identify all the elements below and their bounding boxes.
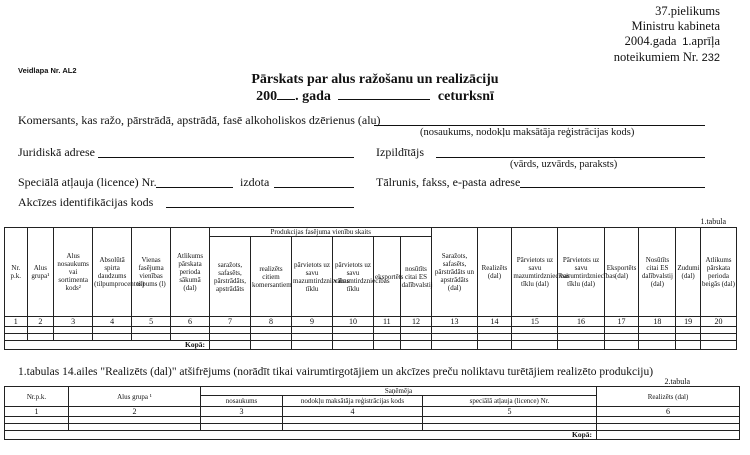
report-title: Pārskats par alus ražošanu un realizāciju	[251, 72, 499, 87]
table-row[interactable]	[5, 334, 737, 341]
license-label: Speciālā atļauja (licence) Nr.	[18, 175, 157, 189]
table2-total-row	[5, 431, 740, 440]
col-wholesale-dal: Pārvietots uz savu vairumtirdzniecības tīklu (dal)	[558, 228, 604, 317]
col-beer-group: Alus grupa¹	[27, 228, 54, 317]
annex-regulation: noteikumiem Nr. 232	[613, 50, 720, 64]
merchant-input[interactable]	[374, 125, 705, 126]
col-closing-balance: Atlikums pārskata perioda beigās (dal)	[700, 228, 736, 317]
table2-label: 2.tabula	[664, 377, 690, 386]
legal-address-label: Juridiskā adrese	[18, 145, 95, 159]
executor-input[interactable]	[436, 157, 705, 158]
col-units-eu: nosūtīts citai ES dalībvalstij	[400, 237, 432, 317]
t2-col-license: speciālā atļauja (licence) Nr.	[423, 396, 597, 407]
annex-regulation-number: 232	[701, 52, 720, 64]
executor-caption: (vārds, uzvārds, paraksts)	[510, 159, 618, 170]
table2-number-row: 1 2 3 4 5 6	[5, 407, 740, 417]
issued-input[interactable]	[274, 187, 354, 188]
table-row[interactable]	[5, 424, 740, 431]
col-eu-dal: Nosūtīts citai ES dalībvalstij (dal)	[639, 228, 676, 317]
table1-label: 1.tabula	[700, 217, 726, 226]
col-unit-volume: Vienas fasējuma vienības tilpums (l)	[132, 228, 171, 317]
table1-number-row: 1 2 3 4 5 6 7 8 9 10 11 12 13 14 15 16 17 18 19 20	[5, 317, 737, 327]
col-units-exported: eksportēts	[374, 237, 401, 317]
col-retail-dal: Pārvietots uz savu mazumtirdzniecības tīklu (dal)	[512, 228, 558, 317]
table2-total-label: Kopā:	[5, 431, 597, 440]
t2-col-sold: Realizēts (dal)	[597, 387, 740, 407]
col-units-wholesale: pārvietots uz savu vairumtirdzniecības tīklu	[333, 237, 374, 317]
col-alcohol-content: Absolūtā spirta daudzums (tilpumprocentos)	[93, 228, 132, 317]
table2-title: 1.tabulas 14.ailes "Realizēts (dal)" atšifrējums (norādīt tikai vairumtirgotājiem un akcīzes preču noliktavu turētājiem realizēto produkciju)	[18, 366, 654, 378]
col-units-produced: saražots, safasēts, pārstrādāts, apstrādāts	[210, 237, 251, 317]
table1	[4, 227, 737, 350]
table1-total-row	[5, 341, 737, 350]
col-opening-balance: Atlikums pārskata perioda sākumā (dal)	[171, 228, 210, 317]
annex-day: 1	[682, 36, 689, 48]
merchant-caption: (nosaukums, nodokļu maksātāja reģistrācijas kods)	[420, 127, 635, 138]
annex-issuer: Ministru kabineta	[631, 19, 720, 33]
contact-label: Tālrunis, fakss, e-pasta adrese	[376, 175, 521, 189]
t2-group-recipient: Saņēmēja	[201, 387, 597, 396]
t2-col-nr: Nr.p.k.	[5, 387, 69, 407]
t2-col-beer-group: Alus grupa ¹	[69, 387, 201, 407]
form-code: Veidlapa Nr. AL2	[18, 66, 77, 75]
table2	[4, 386, 740, 440]
report-period: 200 . gada ceturksnī	[256, 89, 494, 104]
annex-month: .aprīļa	[688, 34, 720, 48]
issued-label: izdota	[240, 175, 270, 189]
table-row[interactable]	[5, 417, 740, 424]
excise-code-input[interactable]	[166, 207, 354, 208]
contact-input[interactable]	[520, 187, 705, 188]
col-losses-dal: Zudumi (dal)	[676, 228, 701, 317]
license-input[interactable]	[156, 187, 233, 188]
merchant-label: Komersants, kas ražo, pārstrādā, apstrādā, fasē alkoholiskos dzērienus (alu)	[18, 113, 381, 127]
annex-header	[614, 4, 720, 66]
legal-address-input[interactable]	[98, 157, 354, 158]
col-beer-name: Alus nosaukums vai sortimenta kods²	[54, 228, 93, 317]
table1-total-label: Kopā:	[5, 341, 210, 350]
t2-col-name: nosaukums	[201, 396, 283, 407]
quarter-input[interactable]	[338, 89, 430, 100]
excise-code-label: Akcīzes identifikācijas kods	[18, 195, 154, 209]
col-units-retail: pārvietots uz savu mazumtirdzniecības tīklu	[292, 237, 333, 317]
annex-date: 2004.gada 1.aprīļa	[624, 34, 720, 48]
annex-number: 37.pielikums	[655, 4, 720, 18]
group-header-units: Produkcijas fasējuma vienību skaits	[210, 228, 432, 237]
col-sold-dal: Realizēts (dal)	[477, 228, 512, 317]
col-exported-dal: Eksportēts (dal)	[604, 228, 639, 317]
t2-col-tax-code: nodokļu maksātāja reģistrācijas kods	[283, 396, 423, 407]
col-produced-dal: Saražots, safasēts, pārstrādāts un apstrādāts (dal)	[432, 228, 477, 317]
col-units-sold: realizēts citiem komersantiem	[251, 237, 292, 317]
col-nr: Nr. p.k.	[5, 228, 28, 317]
executor-label: Izpildītājs	[376, 145, 424, 159]
table-row[interactable]	[5, 327, 737, 334]
